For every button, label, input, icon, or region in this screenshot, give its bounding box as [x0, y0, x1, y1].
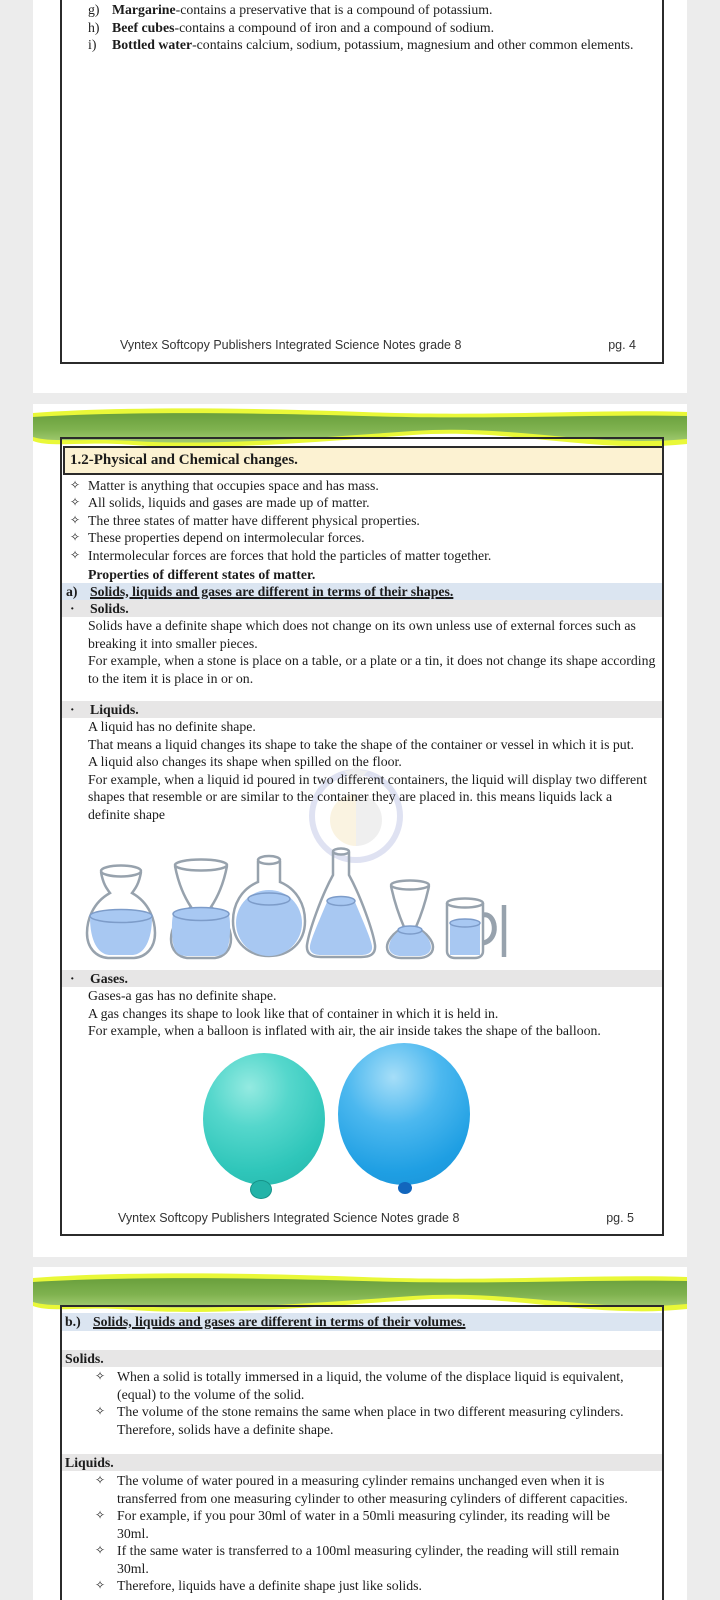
- blue-balloon-image: [338, 1043, 470, 1185]
- section-b-heading-row: [62, 1313, 662, 1331]
- diamond-bullet-icon: ✧: [95, 1543, 106, 1557]
- solids-volume-heading-row: [62, 1350, 662, 1367]
- dot-bullet-icon: ·: [70, 970, 75, 986]
- page-number: pg. 4: [608, 338, 636, 352]
- list-item-text: Bottled water-contains calcium, sodium, potassium, magnesium and other common elements.: [112, 37, 634, 52]
- paragraph: A gas changes its shape to look like that of container in which it is held in.: [88, 1005, 499, 1021]
- section-title: 1.2-Physical and Chemical changes.: [70, 452, 298, 468]
- solids-volume-heading: Solids.: [65, 1350, 104, 1366]
- page-4-content-box: [60, 0, 664, 364]
- page-5-footer: [60, 1206, 660, 1230]
- footer-text: Vyntex Softcopy Publishers Integrated Science Notes grade 8: [120, 338, 462, 352]
- bullet-item: ✧ The volume of water poured in a measuring cylinder remains unchanged even when it is transferred from one measuring cylinder to other measuring cylinders of different capacities.: [95, 1473, 628, 1506]
- liquids-heading: Liquids.: [90, 701, 139, 717]
- section-a-heading-row: [62, 583, 662, 600]
- bullet-item: ✧ If the same water is transferred to a 100ml measuring cylinder, the reading will still remain 30ml.: [95, 1543, 620, 1576]
- list-item-label: h): [88, 19, 100, 35]
- page-4-footer: [62, 333, 662, 357]
- liquids-heading-row: [62, 701, 662, 718]
- paragraph: Solids have a definite shape which does not change on its own unless use of external forces such as breaking it into smaller pieces.: [88, 618, 636, 651]
- page-4-sheet: [33, 0, 687, 393]
- list-item-label: g): [88, 2, 100, 17]
- solids-paragraphs: [88, 617, 656, 687]
- bullet-item: ✧ The volume of the stone remains the same when place in two different measuring cylinders. Therefore, solids have a definite shape.: [95, 1404, 624, 1437]
- list-item: [88, 19, 653, 37]
- solids-volume-bullets: [95, 1368, 640, 1438]
- solids-heading-row: [62, 600, 662, 617]
- bullet-item: ✧ These properties depend on intermolecular forces.: [70, 530, 365, 546]
- diamond-bullet-icon: ✧: [95, 1404, 106, 1418]
- gases-heading-row: [62, 970, 662, 987]
- list-item-text: Margarine-contains a preservative that is a compound of potassium.: [112, 2, 493, 17]
- paragraph: For example, when a balloon is inflated with air, the air inside takes the shape of the balloon.: [88, 1023, 601, 1038]
- diamond-bullet-icon: ✧: [95, 1473, 106, 1487]
- gases-paragraphs: [88, 987, 656, 1040]
- paragraph: A liquid has no definite shape.: [88, 719, 256, 734]
- diamond-bullet-icon: ✧: [70, 495, 81, 510]
- paragraph: Gases-a gas has no definite shape.: [88, 988, 277, 1003]
- list-item-label: i): [88, 37, 97, 52]
- bullet-item: ✧ For example, if you pour 30ml of water in a 50mli measuring cylinder, its reading will be 30ml.: [95, 1508, 610, 1541]
- diamond-bullet-icon: ✧: [70, 512, 81, 527]
- intro-bullet-list: [70, 477, 640, 564]
- dot-bullet-icon: ·: [70, 600, 75, 616]
- footer-text: Vyntex Softcopy Publishers Integrated Science Notes grade 8: [118, 1211, 460, 1225]
- list-item: [88, 36, 653, 54]
- section-title-box: [63, 446, 664, 475]
- diamond-bullet-icon: ✧: [70, 547, 81, 562]
- list-item-text: Beef cubes-contains a compound of iron and a compound of sodium.: [112, 19, 495, 35]
- paragraph: A liquid also changes its shape when spilled on the floor.: [88, 754, 402, 769]
- bullet-item: ✧ When a solid is totally immersed in a liquid, the volume of the displace liquid is equivalent, (equal) to the volume of the solid.: [95, 1369, 624, 1402]
- section-b-heading: Solids, liquids and gases are different in terms of their volumes.: [93, 1314, 466, 1329]
- liquids-volume-bullets: [95, 1472, 640, 1595]
- list-item: [88, 1, 653, 19]
- section-b-label: b.): [65, 1314, 81, 1329]
- bullet-item: ✧ The three states of matter have different physical properties.: [70, 512, 420, 528]
- diamond-bullet-icon: ✧: [95, 1578, 106, 1592]
- teal-balloon-image: [203, 1053, 325, 1185]
- diamond-bullet-icon: ✧: [95, 1508, 106, 1522]
- properties-heading: Properties of different states of matter.: [88, 567, 316, 582]
- paragraph: For example, when a stone is place on a table, or a plate or a tin, it does not change its shape according to the item it is place in or on.: [88, 653, 656, 686]
- section-a-label: a): [66, 583, 78, 599]
- page-4-list: [88, 1, 653, 54]
- liquids-volume-heading: Liquids.: [65, 1454, 114, 1470]
- bullet-item: ✧ Intermolecular forces are forces that hold the particles of matter together.: [70, 547, 492, 563]
- paragraph: For example, when a liquid id poured in two different containers, the liquid will display two different shapes that resemble or are similar to the container they are placed in. this means liquids lack a definite shape: [88, 771, 647, 822]
- diamond-bullet-icon: ✧: [95, 1369, 106, 1383]
- diamond-bullet-icon: ✧: [70, 478, 81, 492]
- teal-balloon-knot: [250, 1180, 272, 1199]
- paragraph: That means a liquid changes its shape to take the shape of the container or vessel in which it is put.: [88, 736, 634, 752]
- gases-heading: Gases.: [90, 970, 128, 986]
- bullet-item: ✧ Matter is anything that occupies space and has mass.: [70, 478, 379, 493]
- liquids-volume-heading-row: [62, 1454, 662, 1471]
- liquids-paragraphs: [88, 718, 656, 823]
- blue-balloon-knot: [398, 1182, 412, 1194]
- section-a-heading: Solids, liquids and gases are different in terms of their shapes.: [90, 583, 454, 599]
- dot-bullet-icon: ·: [70, 701, 75, 717]
- diamond-bullet-icon: ✧: [70, 530, 81, 545]
- bullet-item: ✧ Therefore, liquids have a definite shape just like solids.: [95, 1578, 422, 1593]
- page-number: pg. 5: [606, 1211, 634, 1225]
- bullet-item: ✧ All solids, liquids and gases are made up of matter.: [70, 495, 370, 511]
- solids-heading: Solids.: [90, 600, 129, 616]
